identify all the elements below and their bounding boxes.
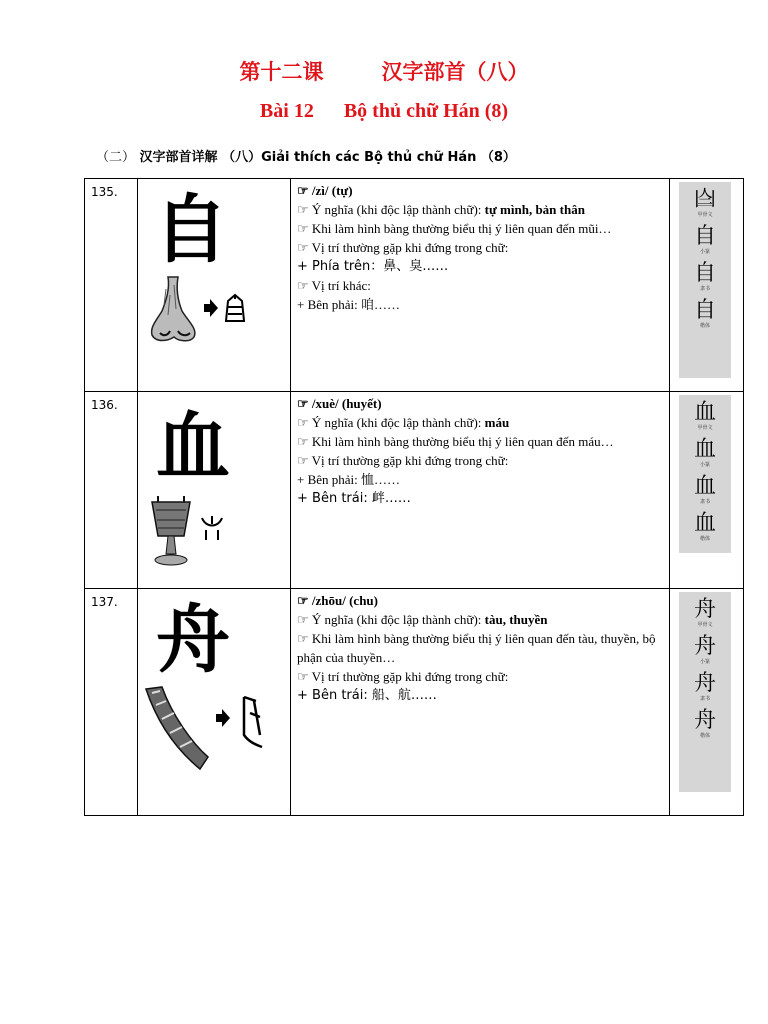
radical-number: 136. xyxy=(85,392,138,589)
form-glyph: 𦣹 xyxy=(693,187,716,212)
other-position-line: ☞ Vị trí khác: xyxy=(297,278,371,293)
script-form xyxy=(694,299,716,330)
boat-drawing-icon xyxy=(142,685,212,771)
arrow-icon xyxy=(216,709,230,727)
lesson-number-cn: 第十二课 xyxy=(239,60,324,84)
oracle-zhou-glyph-icon xyxy=(238,695,266,751)
script-form xyxy=(694,709,716,740)
meaning-line xyxy=(297,610,663,629)
form-glyph: 舟 xyxy=(693,597,716,622)
nose-drawing-icon xyxy=(148,275,200,345)
script-form xyxy=(694,512,716,543)
vessel-drawing-icon xyxy=(148,496,194,568)
position-line: ☞ Vị trí thường gặp khi đứng trong chữ: xyxy=(297,669,509,684)
form-label: 楷体 xyxy=(699,733,710,739)
form-label: 小篆 xyxy=(699,462,710,468)
radical-description xyxy=(291,589,670,816)
form-label: 楷体 xyxy=(699,323,710,329)
meaning-value: tự mình, bản thân xyxy=(484,202,585,217)
form-label: 小篆 xyxy=(699,249,710,255)
reading-line: ☞ /zì/ (tự) xyxy=(297,183,353,198)
script-form xyxy=(694,401,716,432)
form-glyph: 自 xyxy=(693,224,716,249)
form-label: 甲骨文 xyxy=(697,622,713,628)
form-label: 甲骨文 xyxy=(697,212,713,218)
form-label: 甲骨文 xyxy=(697,425,713,431)
script-form xyxy=(694,438,716,469)
section-heading xyxy=(96,146,516,165)
lesson-topic-vn: Bộ thủ chữ Hán (8) xyxy=(343,100,509,122)
arrow-icon xyxy=(204,299,218,317)
radical-illustration xyxy=(138,179,291,392)
lesson-title-chinese xyxy=(0,56,768,86)
section-number: （二） xyxy=(96,150,136,165)
radical-illustration xyxy=(138,589,291,816)
oracle-xue-glyph-icon xyxy=(200,512,224,542)
meaning-value: máu xyxy=(484,415,510,430)
form-glyph: 血 xyxy=(693,474,716,499)
meaning-label: ☞ Ý nghĩa (khi độc lập thành chữ): xyxy=(297,612,485,627)
script-form xyxy=(694,672,716,703)
radical-illustration xyxy=(138,392,291,589)
radical-character: 血 xyxy=(156,404,230,490)
meaning-line xyxy=(297,413,663,432)
form-label: 隶书 xyxy=(699,499,710,505)
radical-character: 舟 xyxy=(156,597,230,683)
radical-number: 135. xyxy=(85,179,138,392)
reading-line: ☞ /xuè/ (huyết) xyxy=(297,396,382,411)
lesson-topic-cn: 汉字部首（八） xyxy=(381,60,529,84)
form-label: 小篆 xyxy=(699,659,710,665)
position-item: + Phía trên：鼻、臭…… xyxy=(297,259,449,274)
radicals-table xyxy=(84,178,744,816)
usage-line: ☞ Khi làm hình bàng thường biểu thị ý liên quan đến tàu, thuyền, bộ phận của thuyền… xyxy=(297,631,656,665)
meaning-value: tàu, thuyền xyxy=(484,612,548,627)
meaning-line xyxy=(297,200,663,219)
position-line: ☞ Vị trí thường gặp khi đứng trong chữ: xyxy=(297,240,509,255)
oracle-zi-glyph-icon xyxy=(222,293,248,325)
script-forms-strip xyxy=(679,182,731,378)
radical-character: 自 xyxy=(154,187,228,273)
form-glyph: 自 xyxy=(693,298,716,323)
section-title-vn: Giải thích các Bộ thủ chữ Hán （8） xyxy=(261,150,516,165)
script-form xyxy=(694,475,716,506)
script-form xyxy=(694,225,716,256)
position-item: + Bên trái: 船、航…… xyxy=(297,688,437,703)
radical-number: 137. xyxy=(85,589,138,816)
script-form xyxy=(694,262,716,293)
reading-line: ☞ /zhōu/ (chu) xyxy=(297,593,378,608)
script-forms xyxy=(670,589,744,816)
radical-description xyxy=(291,392,670,589)
table-row xyxy=(85,179,744,392)
lesson-number-vn: Bài 12 xyxy=(259,100,314,122)
form-label: 隶书 xyxy=(699,696,710,702)
script-form xyxy=(694,598,716,629)
form-label: 楷体 xyxy=(699,536,710,542)
form-glyph: 舟 xyxy=(693,708,716,733)
usage-line: ☞ Khi làm hình bàng thường biểu thị ý liên quan đến máu… xyxy=(297,434,614,449)
form-glyph: 自 xyxy=(693,261,716,286)
form-glyph: 血 xyxy=(693,437,716,462)
script-forms xyxy=(670,392,744,589)
table-row xyxy=(85,589,744,816)
meaning-label: ☞ Ý nghĩa (khi độc lập thành chữ): xyxy=(297,415,485,430)
form-glyph: 血 xyxy=(693,511,716,536)
position-item: + Bên phải: 恤…… xyxy=(297,472,401,487)
script-forms-strip xyxy=(679,395,731,553)
script-forms-strip xyxy=(679,592,731,792)
position-line: ☞ Vị trí thường gặp khi đứng trong chữ: xyxy=(297,453,509,468)
usage-line: ☞ Khi làm hình bàng thường biểu thị ý liên quan đến mũi… xyxy=(297,221,612,236)
radical-description xyxy=(291,179,670,392)
form-glyph: 舟 xyxy=(693,671,716,696)
form-glyph: 舟 xyxy=(693,634,716,659)
script-form xyxy=(694,635,716,666)
form-label: 隶书 xyxy=(699,286,710,292)
form-glyph: 血 xyxy=(693,400,716,425)
section-title-cn: 汉字部首详解 （八） xyxy=(139,150,262,165)
meaning-label: ☞ Ý nghĩa (khi độc lập thành chữ): xyxy=(297,202,485,217)
lesson-title-vietnamese xyxy=(0,100,768,123)
script-form xyxy=(694,188,716,219)
table-row xyxy=(85,392,744,589)
position-item: + Bên trái: 衅…… xyxy=(297,491,411,506)
position-item: + Bên phải: 咱…… xyxy=(297,297,401,312)
script-forms xyxy=(670,179,744,392)
